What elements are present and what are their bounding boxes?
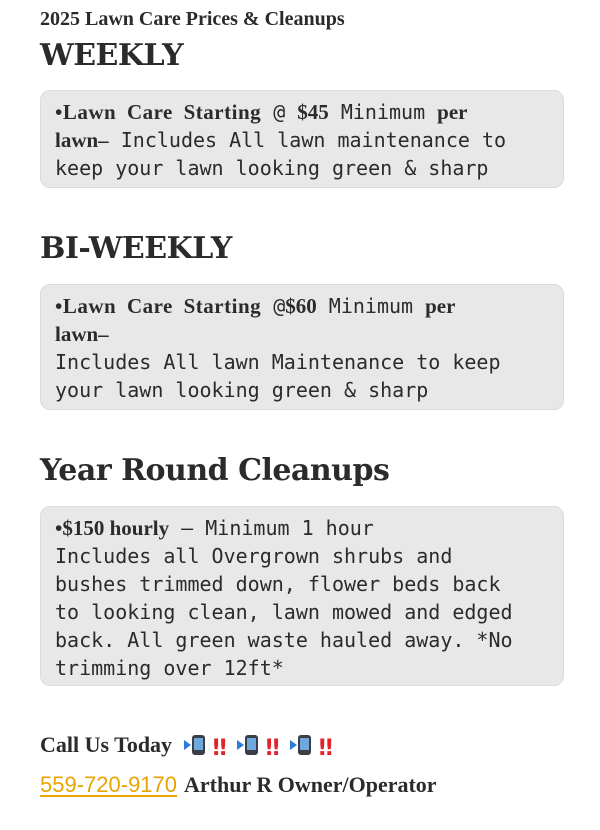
weekly-lawn: lawn–	[55, 128, 109, 152]
cleanups-line-1	[55, 514, 549, 542]
biweekly-line-3: Includes All lawn Maintenance to keep	[55, 350, 501, 374]
weekly-description-1: Includes All lawn maintenance to	[120, 128, 507, 152]
double-exclamation-icon: !!	[317, 736, 332, 761]
contact-line	[40, 772, 437, 798]
cleanups-description-line: Includes all Overgrown shrubs and	[55, 544, 453, 568]
cleanups-description-line: trimming over 12ft*	[55, 656, 284, 680]
biweekly-minimum: Minimum	[328, 294, 414, 318]
cleanups-price-box	[40, 506, 564, 686]
biweekly-bullet-title: •Lawn Care Starting	[55, 294, 262, 318]
double-exclamation-icon: !!	[264, 736, 279, 761]
phone-arrow-icon	[290, 735, 312, 760]
weekly-at-sign: @	[273, 100, 286, 124]
weekly-line-2	[55, 126, 549, 154]
biweekly-line-1	[55, 292, 549, 320]
phone-arrow-icon	[237, 735, 259, 760]
biweekly-lawn: lawn–	[55, 322, 109, 346]
owner-name: Arthur R Owner/Operator	[184, 772, 437, 797]
call-us-text: Call Us Today	[40, 732, 173, 757]
weekly-line-1	[55, 98, 549, 126]
biweekly-per: per	[425, 294, 456, 318]
cleanups-description-line: back. All green waste hauled away. *No	[55, 628, 513, 652]
weekly-bullet-title: •Lawn Care Starting	[55, 100, 262, 124]
weekly-price-box	[40, 90, 564, 188]
page-title: 2025 Lawn Care Prices & Cleanups	[40, 8, 345, 30]
biweekly-price-box	[40, 284, 564, 410]
weekly-per: per	[437, 100, 468, 124]
call-us-line	[40, 732, 337, 761]
phone-number-link[interactable]: 559-720-9170	[40, 772, 178, 797]
weekly-price: $45	[297, 100, 329, 124]
cleanups-price: •$150 hourly	[55, 516, 170, 540]
biweekly-line-4: your lawn looking green & sharp	[55, 378, 429, 402]
cleanups-description-line: to looking clean, lawn mowed and edged	[55, 600, 513, 624]
cleanups-minimum: – Minimum 1 hour	[181, 516, 374, 540]
double-exclamation-icon: !!	[211, 736, 226, 761]
cleanups-heading: Year Round Cleanups	[40, 453, 390, 488]
biweekly-heading: BI-WEEKLY	[40, 231, 232, 266]
biweekly-at-sign: @	[273, 294, 286, 318]
phone-arrow-icon	[184, 735, 206, 760]
cleanups-description-line: bushes trimmed down, flower beds back	[55, 572, 501, 596]
weekly-heading: WEEKLY	[40, 38, 184, 73]
emoji-group	[184, 735, 338, 761]
weekly-line-3: keep your lawn looking green & sharp	[55, 156, 489, 180]
biweekly-price: $60	[285, 294, 317, 318]
weekly-minimum: Minimum	[340, 100, 426, 124]
